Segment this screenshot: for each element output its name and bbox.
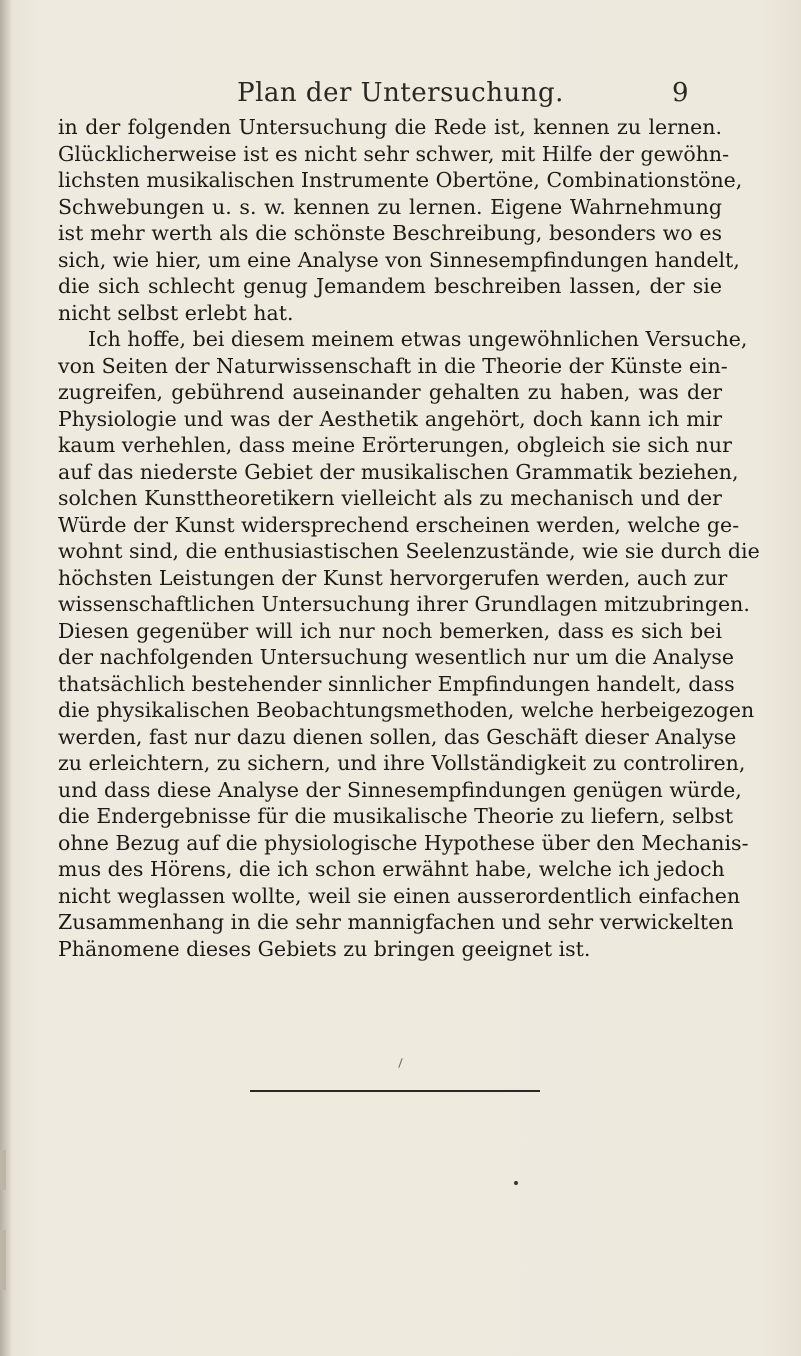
text-line: wissenschaftlichen Untersuchung ihrer Grundlagen mitzubringen. bbox=[58, 592, 750, 616]
text-line: zu erleichtern, zu sichern, und ihre Vollständigkeit zu controliren, bbox=[58, 751, 746, 775]
text-line: die Endergebnisse für die musikalische Theorie zu liefern, selbst bbox=[58, 804, 734, 828]
text-line: Würde der Kunst widersprechend erscheinen werden, welche ge- bbox=[58, 512, 740, 537]
text-line: sich, wie hier, um eine Analyse von Sinnesempfindungen handelt, bbox=[58, 247, 740, 272]
page-edge-mark bbox=[0, 1230, 6, 1290]
text-line: lichsten musikalischen Instrumente Obertöne, Combinationstöne, bbox=[58, 168, 743, 192]
text-line: ohne Bezug auf die physiologische Hypothese über den Mechanis- bbox=[58, 830, 749, 855]
text-line: kaum verhehlen, dass meine Erörterungen, obgleich sie sich nur bbox=[58, 433, 732, 457]
text-line: von Seiten der Naturwissenschaft in die Theorie der Künste ein- bbox=[58, 353, 728, 378]
page-header bbox=[0, 78, 801, 110]
text-line: Ich hoffe, bei diesem meinem etwas ungewöhnlichen Versuche, bbox=[88, 327, 748, 351]
text-line: die physikalischen Beobachtungsmethoden, welche herbeigezogen bbox=[58, 698, 755, 722]
text-line: ist mehr werth als die schönste Beschreibung, besonders wo es bbox=[58, 221, 722, 245]
text-line: thatsächlich bestehender sinnlicher Empfindungen handelt, dass bbox=[58, 671, 735, 696]
text-line: mus des Hörens, die ich schon erwähnt habe, welche ich jedoch bbox=[58, 857, 725, 881]
text-line: Physiologie und was der Aesthetik angehört, doch kann ich mir bbox=[58, 406, 722, 431]
running-title: Plan der Untersuchung. bbox=[237, 78, 564, 108]
page-number: 9 bbox=[672, 78, 689, 108]
text-line: werden, fast nur dazu dienen sollen, das Geschäft dieser Analyse bbox=[58, 724, 737, 749]
text-line: Schwebungen u. s. w. kennen zu lernen. Eigene Wahrnehmung bbox=[58, 194, 722, 219]
text-line: nicht selbst erlebt hat. bbox=[58, 300, 294, 325]
text-line: solchen Kunsttheoretikern vielleicht als zu mechanisch und der bbox=[58, 486, 722, 510]
text-line: in der folgenden Untersuchung die Rede ist, kennen zu lernen. bbox=[58, 115, 722, 139]
text-line: die sich schlecht genug Jemandem beschreiben lassen, der sie bbox=[58, 274, 722, 298]
text-line: Glücklicherweise ist es nicht sehr schwer, mit Hilfe der gewöhn- bbox=[58, 141, 730, 166]
body-text bbox=[58, 114, 760, 962]
page-edge-mark bbox=[0, 1150, 6, 1190]
text-line: wohnt sind, die enthusiastischen Seelenzustände, wie sie durch die bbox=[58, 539, 760, 563]
text-line: auf das niederste Gebiet der musikalischen Grammatik beziehen, bbox=[58, 459, 739, 484]
text-line: Zusammenhang in die sehr mannigfachen und sehr verwickelten bbox=[58, 910, 734, 934]
text-line: und dass diese Analyse der Sinnesempfindungen genügen würde, bbox=[58, 777, 742, 802]
stray-mark bbox=[398, 1058, 402, 1068]
text-line: der nachfolgenden Untersuchung wesentlich nur um die Analyse bbox=[58, 645, 735, 669]
section-end-rule bbox=[250, 1090, 540, 1092]
ink-speck bbox=[514, 1181, 518, 1185]
text-line: Phänomene dieses Gebiets zu bringen geeignet ist. bbox=[58, 936, 591, 961]
text-line: höchsten Leistungen der Kunst hervorgerufen werden, auch zur bbox=[58, 565, 728, 590]
text-line: nicht weglassen wollte, weil sie einen ausserordentlich einfachen bbox=[58, 883, 741, 908]
text-line: Diesen gegenüber will ich nur noch bemerken, dass es sich bei bbox=[58, 618, 722, 643]
text-line: zugreifen, gebührend auseinander gehalten zu haben, was der bbox=[58, 380, 722, 404]
